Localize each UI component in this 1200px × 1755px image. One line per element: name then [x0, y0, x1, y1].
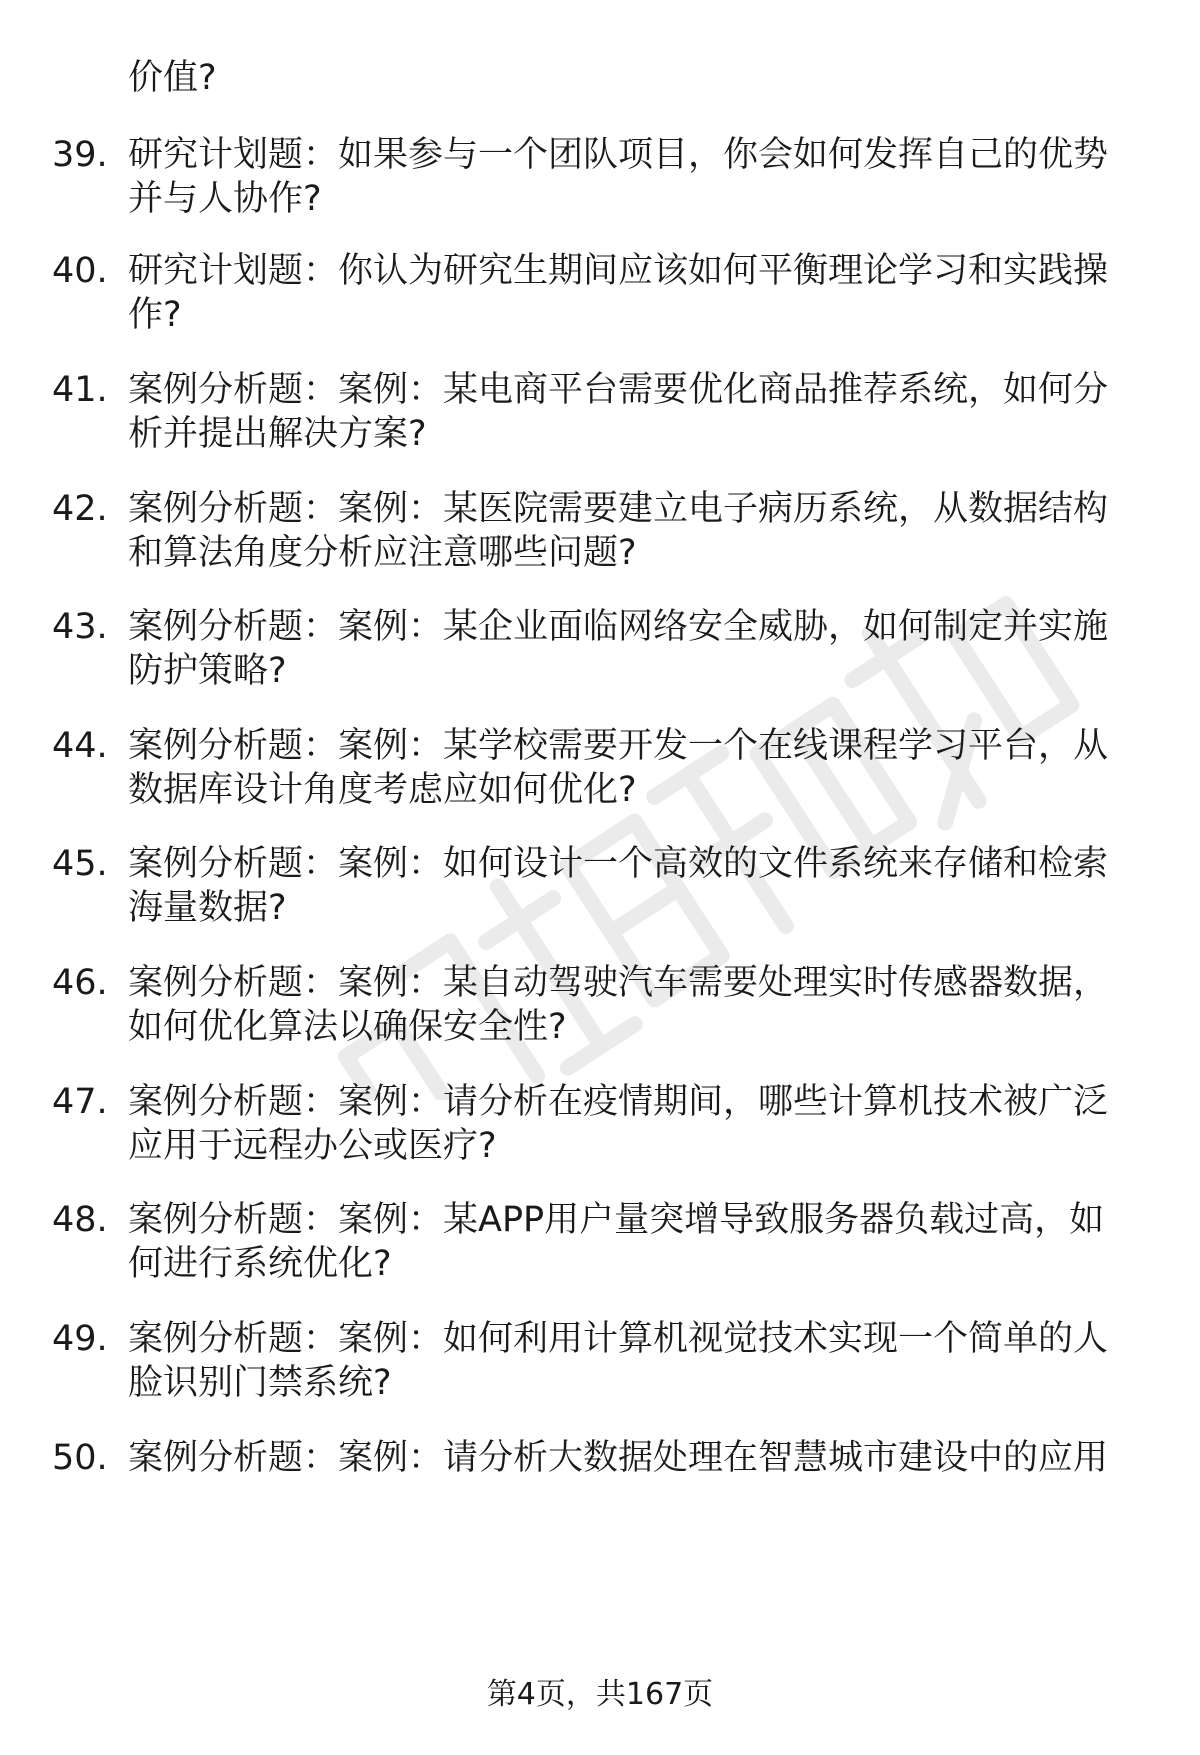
question-text-line: 析并提出解决方案?	[128, 414, 427, 454]
question-number: 40.	[52, 251, 108, 291]
question-text-line: 案例分析题：案例：某电商平台需要优化商品推荐系统，如何分	[128, 370, 1109, 410]
question-text-line: 研究计划题：你认为研究生期间应该如何平衡理论学习和实践操	[128, 251, 1109, 291]
question-number: 44.	[52, 726, 108, 766]
question-text-line: 案例分析题：案例：某学校需要开发一个在线课程学习平台，从	[128, 726, 1109, 766]
question-number: 50.	[52, 1438, 108, 1478]
question-text-line: 案例分析题：案例：某医院需要建立电子病历系统，从数据结构	[128, 489, 1109, 529]
question-number: 48.	[52, 1200, 108, 1240]
question-text-line: 研究计划题：如果参与一个团队项目，你会如何发挥自己的优势	[128, 135, 1109, 175]
question-number: 43.	[52, 607, 108, 647]
question-text-line: 防护策略?	[128, 651, 287, 691]
question-number: 47.	[52, 1082, 108, 1122]
question-text-line: 应用于远程办公或医疗?	[128, 1126, 497, 1166]
question-text-line: 并与人协作?	[128, 179, 322, 219]
question-number: 39.	[52, 135, 108, 175]
question-number: 45.	[52, 844, 108, 884]
page-footer: 第4页，共167页	[486, 1677, 714, 1712]
continuation-line: 价值?	[128, 58, 217, 98]
question-text-line: 案例分析题：案例：如何利用计算机视觉技术实现一个简单的人	[128, 1319, 1109, 1359]
question-text-line: 作?	[128, 295, 182, 335]
question-text-line: 如何优化算法以确保安全性?	[128, 1007, 567, 1047]
question-text-line: 脸识别门禁系统?	[128, 1363, 392, 1403]
question-number: 41.	[52, 370, 108, 410]
question-text-line: 案例分析题：案例：请分析在疫情期间，哪些计算机技术被广泛	[128, 1082, 1109, 1122]
question-text-line: 和算法角度分析应注意哪些问题?	[128, 533, 637, 573]
question-number: 49.	[52, 1319, 108, 1359]
question-text-line: 海量数据?	[128, 888, 287, 928]
question-number: 42.	[52, 489, 108, 529]
question-text-line: 案例分析题：案例：某自动驾驶汽车需要处理实时传感器数据，	[128, 963, 1109, 1003]
question-text-line: 案例分析题：案例：某APP用户量突增导致服务器负载过高，如	[128, 1200, 1105, 1240]
question-text-line: 案例分析题：案例：某企业面临网络安全威胁，如何制定并实施	[128, 607, 1109, 647]
question-number: 46.	[52, 963, 108, 1003]
question-text-line: 数据库设计角度考虑应如何优化?	[128, 770, 637, 810]
question-text-line: 案例分析题：案例：请分析大数据处理在智慧城市建设中的应用	[128, 1438, 1109, 1478]
question-text-line: 案例分析题：案例：如何设计一个高效的文件系统来存储和检索	[128, 844, 1109, 884]
question-text-line: 何进行系统优化?	[128, 1244, 392, 1284]
